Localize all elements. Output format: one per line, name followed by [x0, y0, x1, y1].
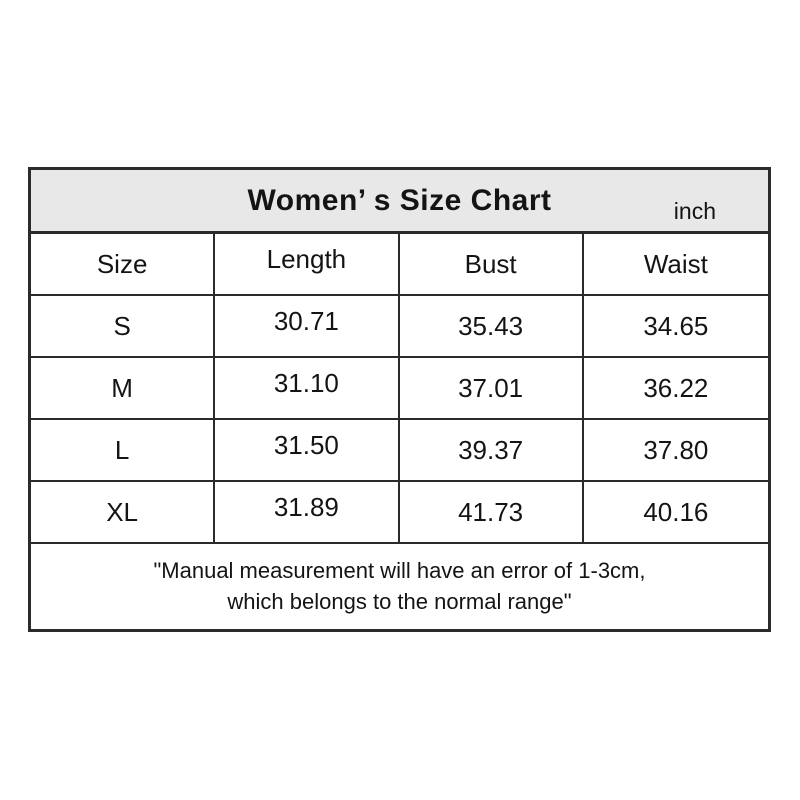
column-header-size: [31, 234, 215, 294]
column-header-label: Length: [266, 243, 347, 274]
size-chart-table: [28, 167, 771, 632]
bust-cell: [400, 420, 584, 480]
table-row: [31, 420, 768, 482]
size-value: S: [113, 310, 131, 341]
data-rows: [31, 296, 768, 544]
bust-value: 35.43: [458, 310, 524, 341]
column-header-row: [31, 234, 768, 296]
bust-cell: [400, 358, 584, 418]
length-value: 30.71: [273, 305, 339, 336]
size-cell: [31, 358, 215, 418]
bust-value: 39.37: [458, 434, 524, 465]
column-header-waist: [584, 234, 768, 294]
length-cell: [215, 296, 399, 356]
table-row: [31, 482, 768, 544]
table-row: [31, 296, 768, 358]
bust-cell: [400, 296, 584, 356]
size-cell: [31, 296, 215, 356]
bust-value: 37.01: [458, 372, 524, 403]
bust-cell: [400, 482, 584, 542]
waist-cell: [584, 420, 768, 480]
waist-value: 37.80: [643, 434, 709, 465]
waist-cell: [584, 296, 768, 356]
column-header-bust: [400, 234, 584, 294]
length-cell: [215, 420, 399, 480]
size-value: XL: [106, 496, 139, 527]
bust-value: 41.73: [458, 496, 524, 527]
unit-label: inch: [673, 198, 716, 224]
table-row: [31, 358, 768, 420]
length-value: 31.10: [273, 367, 339, 398]
length-value: 31.89: [273, 491, 339, 522]
measurement-note-line2: which belongs to the normal range": [227, 588, 572, 614]
size-value: L: [114, 434, 130, 465]
measurement-note-line1: "Manual measurement will have an error of 1-3cm,: [153, 557, 646, 583]
waist-value: 36.22: [643, 372, 709, 403]
chart-title: Women’ s Size Chart: [247, 183, 552, 217]
size-value: M: [111, 372, 133, 403]
column-header-label: Size: [96, 248, 148, 279]
column-header-label: Waist: [643, 248, 708, 279]
waist-cell: [584, 482, 768, 542]
length-cell: [215, 482, 399, 542]
size-cell: [31, 482, 215, 542]
column-header-length: [215, 234, 399, 294]
measurement-note: [31, 544, 768, 629]
waist-value: 40.16: [643, 496, 709, 527]
waist-cell: [584, 358, 768, 418]
column-header-label: Bust: [464, 248, 517, 279]
length-cell: [215, 358, 399, 418]
size-cell: [31, 420, 215, 480]
length-value: 31.50: [273, 429, 339, 460]
size-chart-title-row: [31, 170, 768, 234]
waist-value: 34.65: [643, 310, 709, 341]
